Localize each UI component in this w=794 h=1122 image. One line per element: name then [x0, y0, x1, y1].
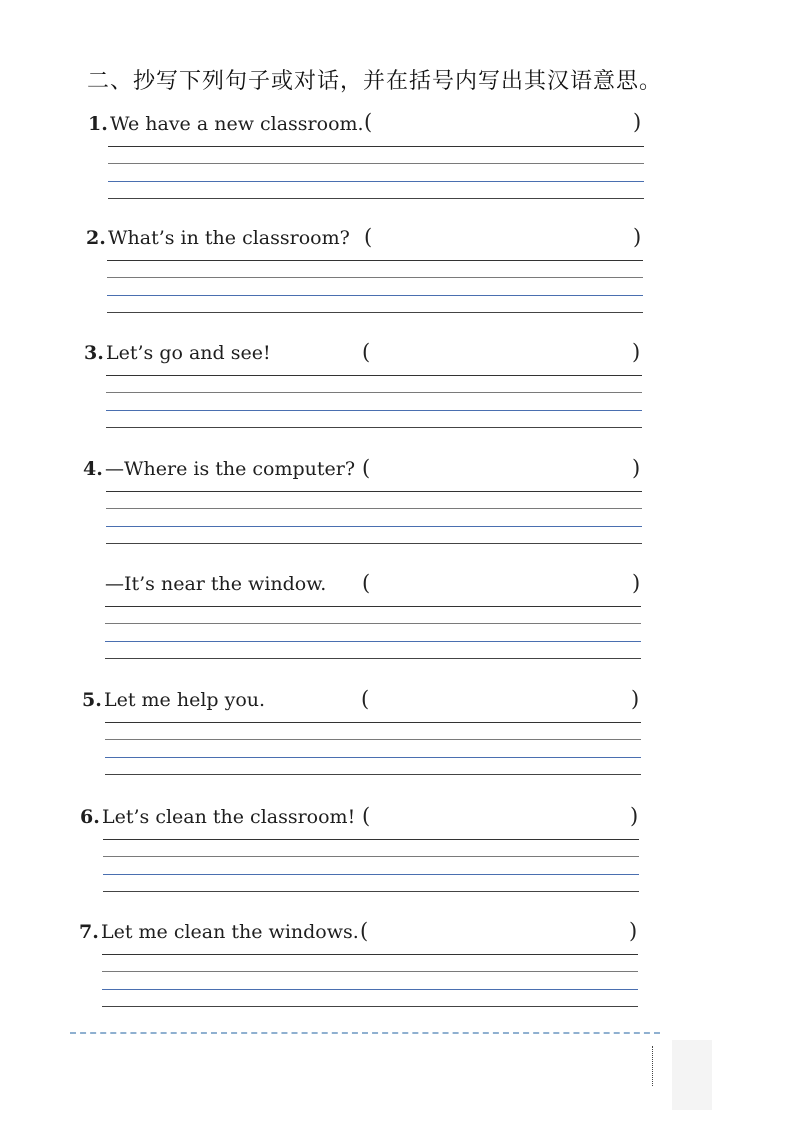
writing-line: [103, 874, 639, 875]
exercise-item-4: [0, 458, 794, 568]
item-sentence: Let me help you.: [104, 689, 266, 711]
answer-paren-open: (: [364, 110, 373, 134]
item-sentence: Let me clean the windows.: [101, 921, 359, 943]
writing-line: [106, 427, 642, 428]
answer-paren-close: ): [629, 919, 638, 943]
exercise-item-7: [0, 921, 794, 1031]
writing-lines[interactable]: [105, 606, 641, 662]
writing-line: [106, 543, 642, 544]
writing-line: [106, 392, 642, 393]
writing-line: [102, 971, 638, 972]
answer-paren-close: ): [630, 804, 639, 828]
exercise-item-6: [0, 806, 794, 916]
writing-line: [107, 312, 643, 313]
writing-lines[interactable]: [103, 839, 639, 895]
item-number: 6.: [80, 806, 100, 828]
writing-line: [103, 891, 639, 892]
writing-line: [106, 410, 642, 411]
writing-line: [105, 623, 641, 624]
writing-line: [105, 606, 641, 607]
page-edge-shadow: [672, 1040, 712, 1110]
writing-line: [103, 839, 639, 840]
answer-paren-close: ): [632, 571, 641, 595]
writing-line: [102, 1006, 638, 1007]
writing-line: [106, 526, 642, 527]
writing-line: [108, 198, 644, 199]
writing-line: [107, 260, 643, 261]
writing-lines[interactable]: [106, 375, 642, 431]
item-sentence: —Where is the computer?: [105, 458, 356, 480]
writing-lines[interactable]: [102, 954, 638, 1010]
answer-paren-open: (: [362, 340, 371, 364]
item-number: 7.: [79, 921, 99, 943]
answer-paren-close: ): [633, 110, 642, 134]
exercise-item-4-response: [0, 573, 794, 683]
writing-line: [108, 163, 644, 164]
answer-paren-close: ): [631, 687, 640, 711]
writing-line: [105, 774, 641, 775]
writing-lines[interactable]: [106, 491, 642, 547]
answer-paren-close: ): [633, 225, 642, 249]
answer-paren-open: (: [362, 456, 371, 480]
item-number: 5.: [82, 689, 102, 711]
writing-line: [108, 181, 644, 182]
answer-paren-open: (: [361, 687, 370, 711]
writing-line: [105, 739, 641, 740]
item-number: 1.: [88, 113, 108, 135]
page-bottom-rule: [70, 1032, 660, 1034]
item-sentence: Let’s go and see!: [106, 342, 271, 364]
writing-line: [106, 508, 642, 509]
exercise-item-3: [0, 342, 794, 452]
item-sentence: What’s in the classroom?: [108, 227, 350, 249]
binding-margin-dotted-line: [652, 1046, 653, 1086]
writing-line: [105, 757, 641, 758]
writing-line: [106, 491, 642, 492]
section-heading: 二、抄写下列句子或对话，并在括号内写出其汉语意思。: [87, 69, 663, 94]
exercise-item-5: [0, 689, 794, 799]
item-number: 4.: [83, 458, 103, 480]
answer-paren-open: (: [360, 919, 369, 943]
item-sentence: Let’s clean the classroom!: [102, 806, 356, 828]
exercise-item-1: [0, 110, 794, 223]
answer-paren-open: (: [362, 804, 371, 828]
writing-line: [105, 641, 641, 642]
writing-line: [105, 722, 641, 723]
writing-line: [106, 375, 642, 376]
item-sentence: We have a new classroom.: [110, 113, 364, 135]
writing-lines[interactable]: [108, 146, 644, 202]
answer-paren-close: ): [632, 456, 641, 480]
answer-paren-open: (: [364, 225, 373, 249]
writing-line: [107, 295, 643, 296]
writing-line: [102, 989, 638, 990]
writing-line: [103, 856, 639, 857]
item-sentence: —It’s near the window.: [105, 573, 327, 595]
item-number: 2.: [86, 227, 106, 249]
exercise-item-2: [0, 227, 794, 337]
writing-line: [107, 277, 643, 278]
writing-line: [102, 954, 638, 955]
writing-line: [105, 658, 641, 659]
answer-paren-open: (: [362, 571, 371, 595]
writing-lines[interactable]: [107, 260, 643, 316]
writing-lines[interactable]: [105, 722, 641, 778]
answer-paren-close: ): [632, 340, 641, 364]
item-number: 3.: [84, 342, 104, 364]
writing-line: [108, 146, 644, 147]
